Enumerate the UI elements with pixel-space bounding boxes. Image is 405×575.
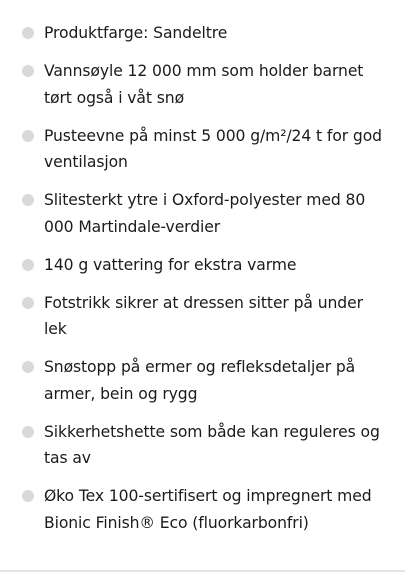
feature-text: Slitesterkt ytre i Oxford-polyester med 80 000 Martindale-verdier [44,191,366,236]
list-item [22,419,389,472]
feature-text: Vannsøyle 12 000 mm som holder barnet tørt også i våt snø [44,62,364,107]
list-item [22,20,389,47]
bullet-dot-icon [22,259,34,271]
bullet-dot-icon [22,27,34,39]
feature-text: Fotstrikk sikrer at dressen sitter på under lek [44,293,363,338]
bullet-dot-icon [22,194,34,206]
feature-text: 140 g vattering for ekstra varme [44,255,297,274]
list-item [22,252,389,279]
list-item [22,123,389,176]
feature-text: Snøstopp på ermer og refleksdetaljer på armer, bein og rygg [44,358,356,403]
list-item [22,187,389,240]
list-item [22,58,389,111]
feature-text: Øko Tex 100-sertifisert og impregnert med Bionic Finish® Eco (fluorkarbonfri) [44,487,372,532]
bullet-dot-icon [22,490,34,502]
feature-text: Pusteevne på minst 5 000 g/m²/24 t for god ventilasjon [44,126,382,171]
bullet-dot-icon [22,130,34,142]
list-item [22,483,389,536]
feature-list [22,20,389,536]
feature-text: Sikkerhetshette som både kan reguleres og tas av [44,422,380,467]
bullet-dot-icon [22,426,34,438]
list-item [22,354,389,407]
list-item [22,290,389,343]
bullet-dot-icon [22,297,34,309]
divider [0,570,405,572]
feature-text: Produktfarge: Sandeltre [44,24,228,42]
bullet-dot-icon [22,361,34,373]
bullet-dot-icon [22,65,34,77]
